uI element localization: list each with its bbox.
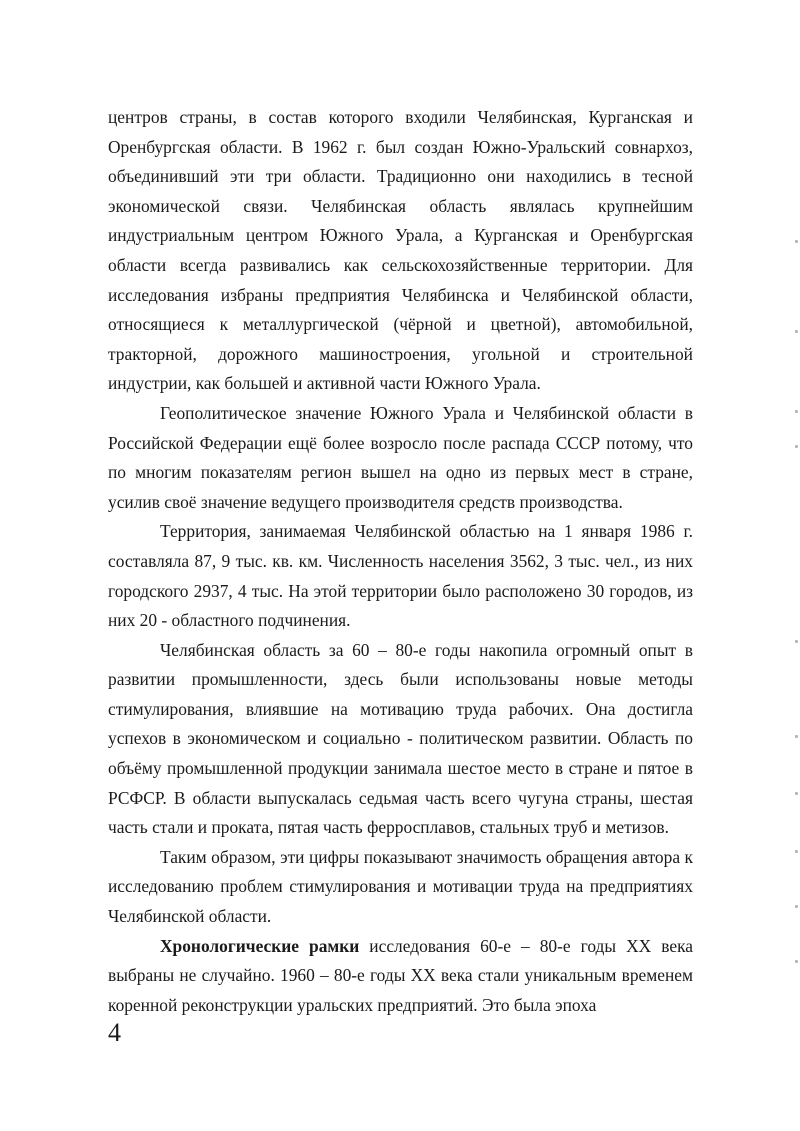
paragraph-6: Хронологические рамки исследования 60-е – 80-е годы XX века выбраны не случайно. 1960 – 80-е годы XX века стали уникальным временем коренной реконструкции уральских предприятий. Это была эпоха — [108, 935, 693, 1015]
scan-mark — [795, 410, 798, 413]
scan-mark — [795, 240, 798, 243]
scan-mark — [795, 905, 798, 908]
scan-edge-marks — [792, 0, 800, 1131]
paragraph-2: Геополитическое значение Южного Урала и Челябинской области в Российской Федерации ещё более возросло после распада СССР потому, что по многим показателям регион вышел на одно из первых мест в стране, усилив своё значение ведущего производителя средств производства. — [108, 402, 693, 512]
paragraph-1: центров страны, в состав которого входили Челябинская, Курганская и Оренбургская области. В 1962 г. был создан Южно-Уральский совнархоз, объединивший эти три области. Традиционно они находились в тесной экономической связи. Челябинская область являлась крупнейшим индустриальным центром Южного Урала, а Курганская и Оренбургская области всегда развивались как сельскохозяйственные территории. Для исследования избраны предприятия Челябинска и Челябинской области, относящиеся к металлургической (чёрной и цветной), автомобильной, тракторной, дорожного машиностроения, угольной и строительной индустрии, как большей и активной части Южного Урала. — [108, 107, 693, 394]
paragraph-4: Челябинская область за 60 – 80-е годы накопила огромный опыт в развитии промышленности, здесь были использованы новые методы стимулирования, влиявшие на мотивацию труда рабочих. Она достигла успехов в экономическом и социально - политическом развитии. Область по объёму промышленной продукции занимала шестое место в стране и пятое в РСФСР. В области выпускалась седьмая часть всего чугуна страны, шестая часть стали и проката, пятая часть ферросплавов, стальных труб и метизов. — [108, 639, 693, 838]
scan-mark — [795, 640, 798, 643]
paragraph-5: Таким образом, эти цифры показывают значимость обращения автора к исследованию проблем стимулирования и мотивации труда на предприятиях Челябинской области. — [108, 846, 693, 927]
scan-mark — [795, 735, 798, 738]
scan-mark — [795, 960, 798, 963]
scan-mark — [795, 330, 798, 333]
body-text — [108, 103, 693, 1020]
scan-mark — [795, 792, 798, 795]
bold-term: Хронологические рамки — [160, 935, 360, 956]
scan-mark — [795, 850, 798, 853]
paragraph-3: Территория, занимаемая Челябинской областью на 1 января 1986 г. составляла 87, 9 тыс. кв. км. Численность населения 3562, 3 тыс. чел., из них городского 2937, 4 тыс. На этой территории было расположено 30 городов, из них 20 - областного подчинения. — [108, 521, 693, 631]
scan-mark — [795, 445, 798, 448]
page-number: 4 — [108, 1018, 121, 1047]
